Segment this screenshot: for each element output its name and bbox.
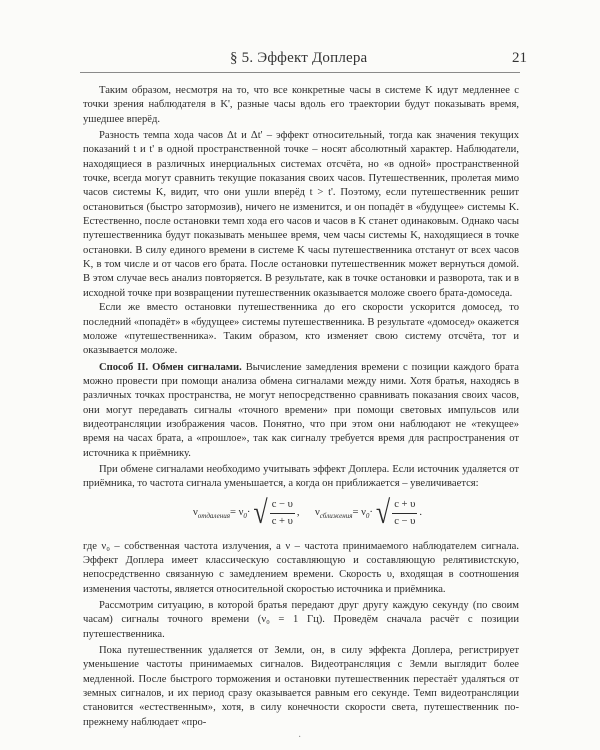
doppler-formula [83,494,519,540]
paragraph: Пока путешественник удаляется от Земли, он, в силу эффекта Доплера, регистрирует уменьшение частоты принимаемых сигналов. Видеотрансляция с Земли выглядит более медленной. После быстрого торможения и остановки путешественник перестаёт удаляться от земных сигналов, и их период сразу оказывается равным его секунде. Темп видеотрансляции становится «естественным», хотя, в силу конечности скорости света, путешественник по-прежнему наблюдает «про- [83,645,519,728]
paragraph: Разность темпа хода часов Δt и Δt' – эффект относительный, тогда как значения текущих показаний t и t' в одной пространственной точке – носят абсолютный характер. Наблюдатели, находящиеся в различных инерциальных системах отсчёта, но «в одной» пространственной точке, всегда могут сравнить текущие показания своих часов. Путешественник, пролетая мимо часов системы K, видит, что они ушли вперёд t > t'. Поэтому, если путешественник решит остановиться (быстро затормозив), ничего не изменится, и он попадёт в «будущее» системы K. Естественно, после остановки темп хода его часов и часов в K станет одинаковым. Однако часы путешественника будут показывать меньшее время, чем часы системы K, находящиеся в точке остановки. В силу единого времени в системе K часы путешественника отстанут от всех часов K, в том числе и от часов его брата. После остановки путешественник может вернуться домой. В этом случае весь анализ повторяется. В результате, как в точке остановки и разворота, так и в исходной точке при возвращении путешественник оказывается моложе своего брата-домоседа. [83,130,519,299]
paragraph: Если же вместо остановки путешественника до его скорости ускорится домосед, то последний «попадёт» в «будущее» системы путешественника. В результате «домосед» окажется моложе «путешественника». Таким образом, кто изменяет свою систему отсчёта, тот и оказывается моложе. [83,302,519,357]
paragraph: Рассмотрим ситуацию, в которой братья передают друг другу каждую секунду (по своим часам) сигналы точного времени (ν₀ = 1 Гц). Проведём сначала расчёт с позиции путешественника. [83,600,519,640]
sqrt-sign: √ c − υ c + υ [253,498,297,530]
subscript-receding: отдаления [197,512,230,521]
body-text [83,84,519,730]
formula-approaching: ν сближения = ν 0 · √ c + υ c − υ . [315,494,423,531]
subscript-approaching: сближения [319,512,353,521]
method-paragraph [83,361,519,461]
page-number: 21 [512,50,527,66]
method-heading: Способ II. Обмен сигналами. [99,361,242,373]
section-title: § 5. Эффект Доплера [230,50,368,66]
page-header [0,0,600,70]
paragraph: где ν₀ – собственная частота излучения, а ν – частота принимаемого наблюдателем сигнала. Эффект Доплера имеет классическую составляющую и составляющую релятивистскую, непосредственно связанную с замедлением времени. Скорость υ, входящая в соотношения изменения частоты, является относительной скоростью источника и приёмника. [83,540,519,595]
fraction: c + υ c − υ [394,498,416,527]
sqrt-sign: √ c + υ c − υ [376,498,420,530]
formula-receding: ν отдаления = ν 0 · √ c − υ c + υ , [193,494,300,531]
method-text: Вычисление замедления времени с позиции каждого брата можно провести при помощи анализа обмена сигналами между ними. Хотя братья, находясь в различных точках пространства, не могут непосредственно сравнивать показания своих часов, они могут передавать сигналы «точного времени» при помощи световых импульсов или видеотрансляции изображения часов. Понятно, что при этом они наблюдают не «текущее» время на часах брата, а «прошлое», так как сигналу требуется время для распространения от источника к приёмнику. [83,361,519,459]
paragraph: Таким образом, несмотря на то, что все конкретные часы в системе K идут медленнее с точки зрения наблюдателя в K', разные часы вдоль его траектории будут показывать время, ушедшее вперёд. [83,85,519,125]
footer-mark: · [298,732,302,743]
header-rule [80,72,520,73]
fraction: c − υ c + υ [271,498,293,527]
paragraph: При обмене сигналами необходимо учитывать эффект Доплера. Если источник удаляется от приёмника, то частота сигнала уменьшается, а когда он приближается – увеличивается: [83,463,519,490]
